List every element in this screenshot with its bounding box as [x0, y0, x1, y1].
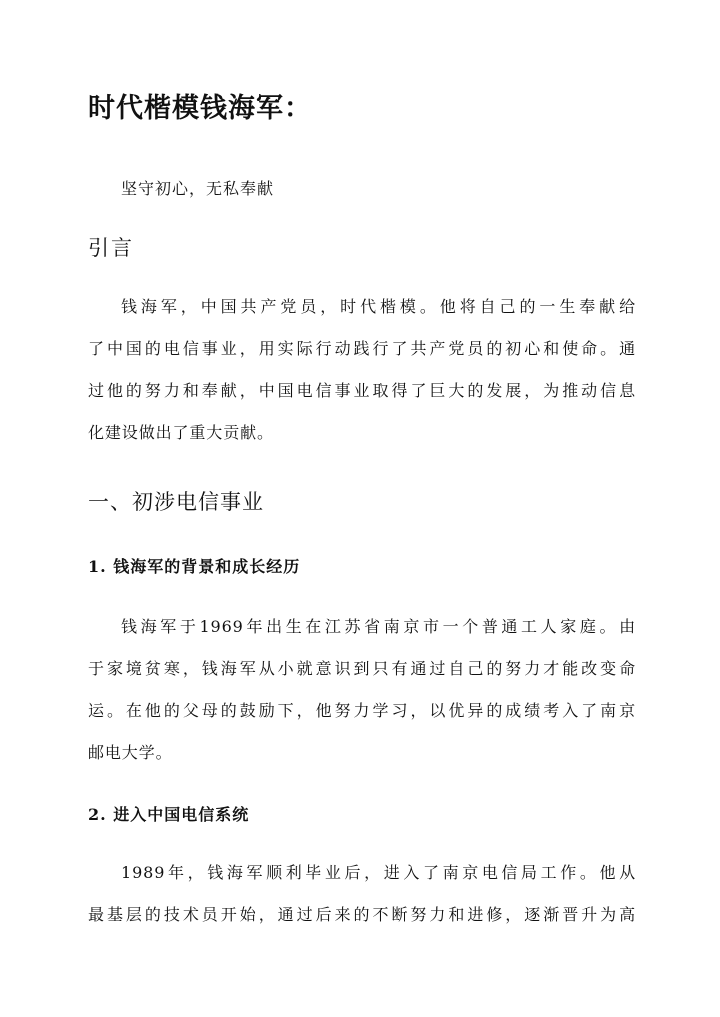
paragraph-line: 过他的努力和奉献，中国电信事业取得了巨大的发展，为推动信息	[88, 381, 636, 400]
paragraph-line: 于家境贫寒，钱海军从小就意识到只有通过自己的努力才能改变命	[88, 659, 636, 678]
career-paragraph	[88, 852, 636, 936]
paragraph-line: 运。在他的父母的鼓励下，他努力学习，以优异的成绩考入了南京	[88, 701, 636, 720]
subsection-heading-1: 1. 钱海军的背景和成长经历	[88, 557, 301, 576]
section-heading-1: 一、初涉电信事业	[88, 490, 264, 514]
document-subtitle: 坚守初心，无私奉献	[121, 179, 275, 198]
paragraph-line: 最基层的技术员开始，通过后来的不断努力和进修，逐渐晋升为高	[88, 905, 636, 924]
paragraph-line: 化建设做出了重大贡献。	[88, 423, 274, 442]
intro-heading: 引言	[88, 236, 134, 260]
paragraph-line: 钱海军于1969年出生在江苏省南京市一个普通工人家庭。由	[121, 617, 636, 636]
intro-paragraph	[88, 286, 636, 454]
subsection-heading-2: 2. 进入中国电信系统	[88, 805, 250, 824]
paragraph-line: 了中国的电信事业，用实际行动践行了共产党员的初心和使命。通	[88, 339, 636, 358]
paragraph-line: 钱海军，中国共产党员，时代楷模。他将自己的一生奉献给	[121, 297, 636, 316]
background-paragraph	[88, 606, 636, 774]
paragraph-line: 1989年，钱海军顺利毕业后，进入了南京电信局工作。他从	[121, 863, 636, 882]
document-title: 时代楷模钱海军：	[88, 93, 312, 124]
paragraph-line: 邮电大学。	[88, 743, 173, 762]
